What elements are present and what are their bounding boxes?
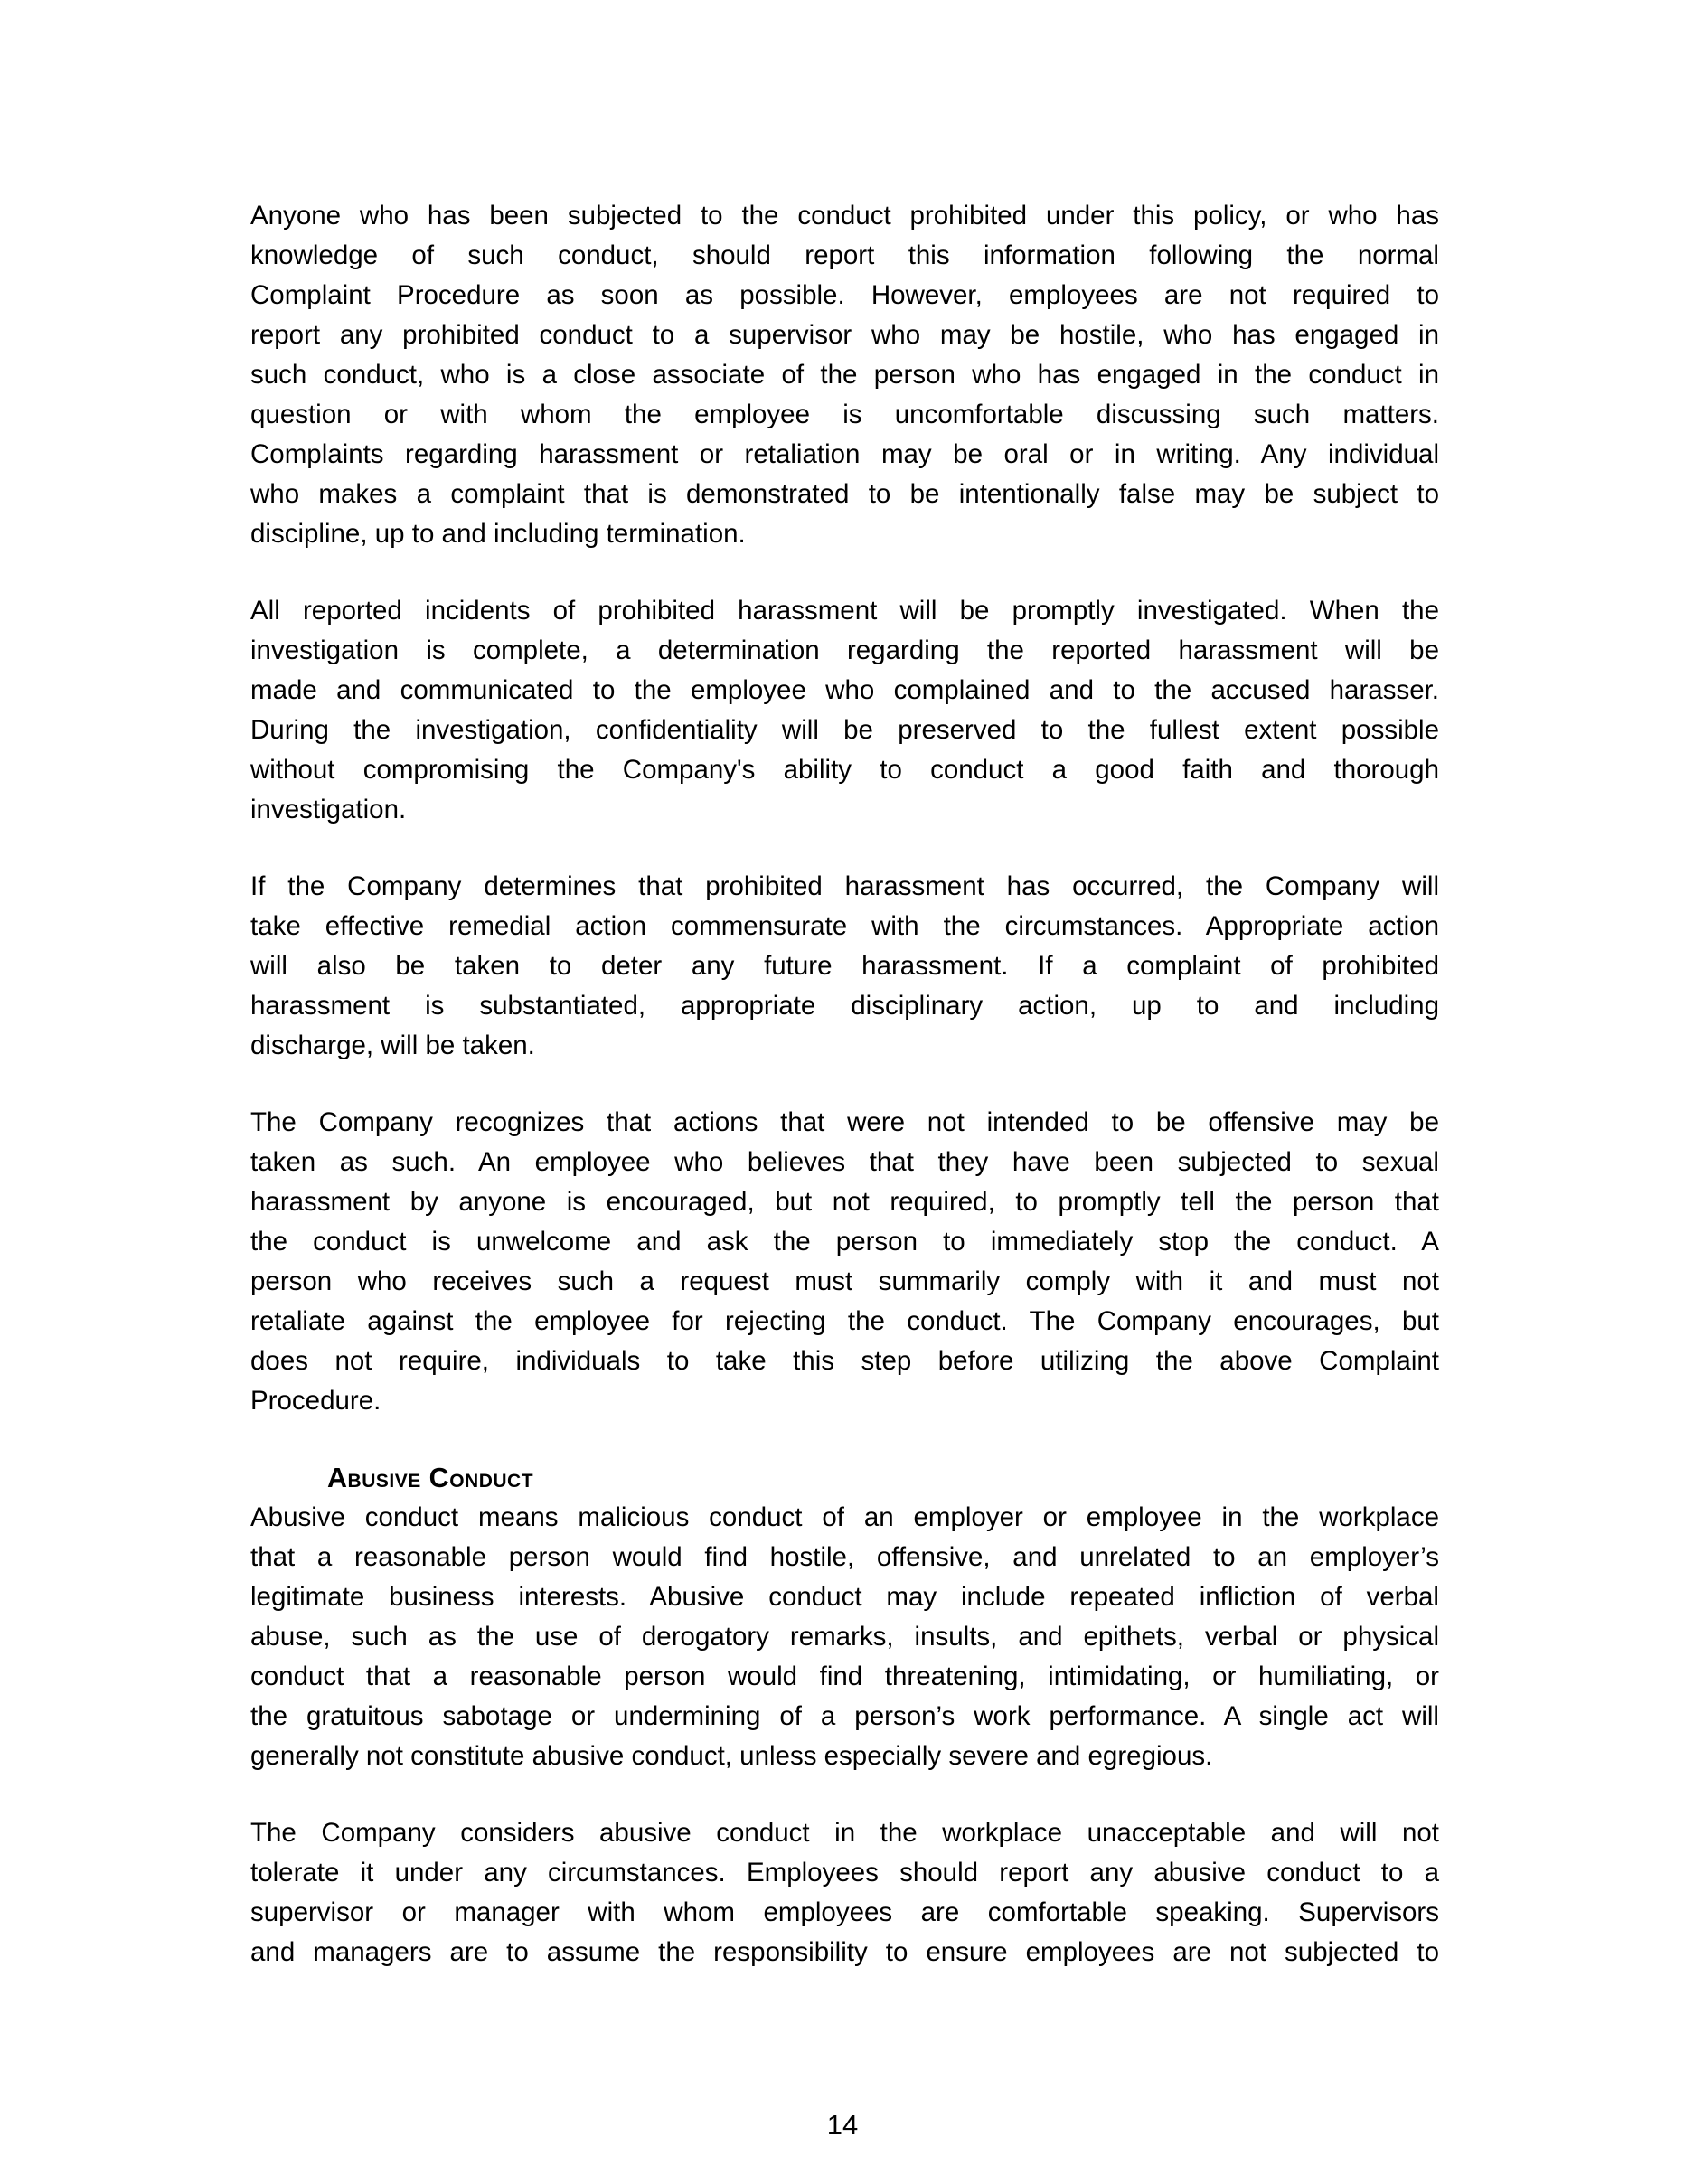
text-line: discipline, up to and including termination. [250,519,746,549]
paragraph [250,1103,1439,1421]
text-line: tolerate it under any circumstances. Employees should report any abusive conduct to a [250,1858,1439,1887]
text-line: investigation is complete, a determination regarding the reported harassment will be [250,635,1439,665]
paragraph [250,867,1439,1066]
text-line: who makes a complaint that is demonstrated to be intentionally false may be subject to [250,479,1439,509]
text-line: discharge, will be taken. [250,1031,535,1060]
text-line: supervisor or manager with whom employees are comfortable speaking. Supervisors [250,1897,1439,1927]
text-line: take effective remedial action commensurate with the circumstances. Appropriate action [250,911,1439,941]
text-line: Anyone who has been subjected to the conduct prohibited under this policy, or who has [250,201,1439,231]
text-line: harassment is substantiated, appropriate disciplinary action, up to and including [250,991,1439,1021]
text-line: During the investigation, confidentiality will be preserved to the fullest extent possible [250,715,1439,745]
text-line: and managers are to assume the responsibility to ensure employees are not subjected to [250,1937,1439,1967]
text-line: legitimate business interests. Abusive conduct may include repeated infliction of verbal [250,1582,1439,1612]
text-line: will also be taken to deter any future harassment. If a complaint of prohibited [250,951,1439,981]
text-line: person who receives such a request must summarily comply with it and must not [250,1266,1439,1296]
text-line: that a reasonable person would find hostile, offensive, and unrelated to an employer’s [250,1542,1439,1572]
document-body [250,196,1439,2010]
text-line: the gratuitous sabotage or undermining of a person’s work performance. A single act will [250,1701,1439,1731]
text-line: knowledge of such conduct, should report this information following the normal [250,240,1439,270]
page-number: 14 [826,2109,859,2141]
text-line: taken as such. An employee who believes that they have been subjected to sexual [250,1147,1439,1177]
text-line: does not require, individuals to take this step before utilizing the above Complaint [250,1346,1439,1376]
text-line: Complaint Procedure as soon as possible. However, employees are not required to [250,280,1439,310]
paragraph [250,591,1439,830]
text-line: Procedure. [250,1386,381,1416]
text-line: such conduct, who is a close associate of the person who has engaged in the conduct in [250,360,1439,390]
text-line: All reported incidents of prohibited harassment will be promptly investigated. When the [250,596,1439,626]
text-line: abuse, such as the use of derogatory remarks, insults, and epithets, verbal or physical [250,1622,1439,1652]
text-line: The Company considers abusive conduct in the workplace unacceptable and will not [250,1818,1439,1848]
paragraph [250,1498,1439,1776]
text-line: conduct that a reasonable person would find threatening, intimidating, or humiliating, or [250,1662,1439,1691]
text-line: generally not constitute abusive conduct, unless especially severe and egregious. [250,1741,1213,1771]
text-line: retaliate against the employee for rejecting the conduct. The Company encourages, but [250,1306,1439,1336]
text-line: question or with whom the employee is uncomfortable discussing such matters. [250,400,1439,429]
text-line: The Company recognizes that actions that were not intended to be offensive may be [250,1107,1439,1137]
text-line: Abusive conduct means malicious conduct of an employer or employee in the workplace [250,1502,1439,1532]
text-line: Complaints regarding harassment or retaliation may be oral or in writing. Any individual [250,439,1439,469]
text-line: report any prohibited conduct to a supervisor who may be hostile, who has engaged in [250,320,1439,350]
section-heading-abusive-conduct: Abusive Conduct [327,1463,534,1493]
text-line: harassment by anyone is encouraged, but not required, to promptly tell the person that [250,1187,1439,1217]
text-line: the conduct is unwelcome and ask the person to immediately stop the conduct. A [250,1227,1439,1257]
text-line: investigation. [250,795,407,824]
paragraph [250,1813,1439,1972]
text-line: If the Company determines that prohibited harassment has occurred, the Company will [250,871,1439,901]
text-line: without compromising the Company's ability to conduct a good faith and thorough [250,755,1439,785]
paragraph [250,196,1439,554]
page-footer [0,2105,1685,2145]
text-line: made and communicated to the employee who complained and to the accused harasser. [250,675,1439,705]
